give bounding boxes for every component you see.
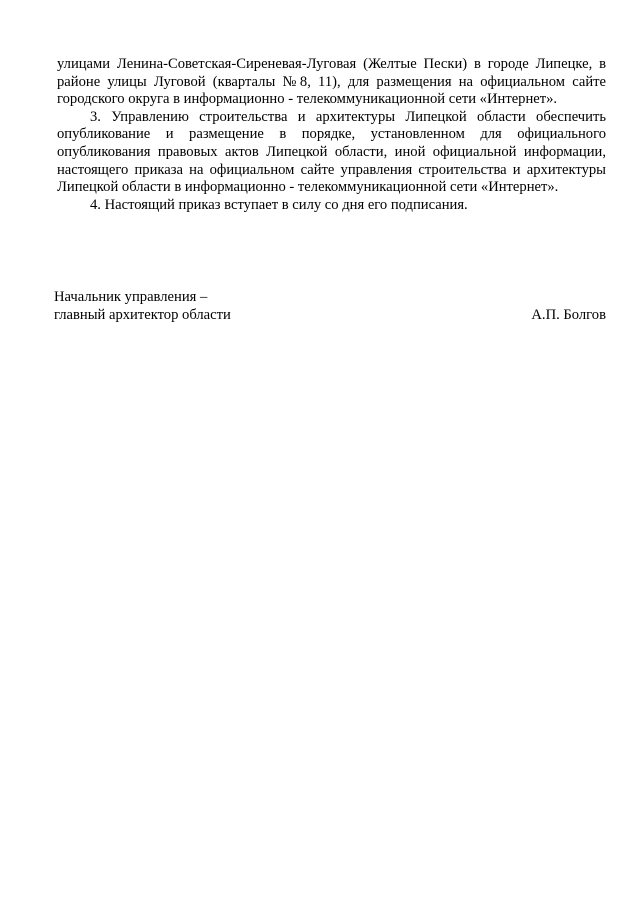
- signature-position-row-2: [54, 306, 606, 324]
- signatory-name: А.П. Болгов: [531, 307, 606, 323]
- paragraph-4: 4. Настоящий приказ вступает в силу со дня его подписания.: [90, 196, 468, 213]
- signature-position-subtitle: главный архитектор области: [54, 307, 231, 323]
- paragraph-continuation: улицами Ленина-Советская-Сиреневая-Луговая (Желтые Пески) в городе Липецке, в районе улицы Луговой (кварталы №8, 11), для размещения на официальном сайте городского округа в информационно - телекоммуникационной сети «Интернет».: [57, 56, 606, 108]
- signature-block: [54, 288, 606, 324]
- signature-position-row-1: [54, 288, 606, 306]
- document-body: [57, 56, 606, 214]
- paragraph-3: 3. Управлению строительства и архитектуры Липецкой области обеспечить опубликование и размещение в порядке, установленном для официального опубликования правовых актов Липецкой области, иной официальной информации, настоящего приказа на официальном сайте управления строительства и архитектуры Липецкой области в информационно - телекоммуникационной сети «Интернет».: [57, 108, 606, 196]
- signature-position-title: Начальник управления –: [54, 289, 208, 305]
